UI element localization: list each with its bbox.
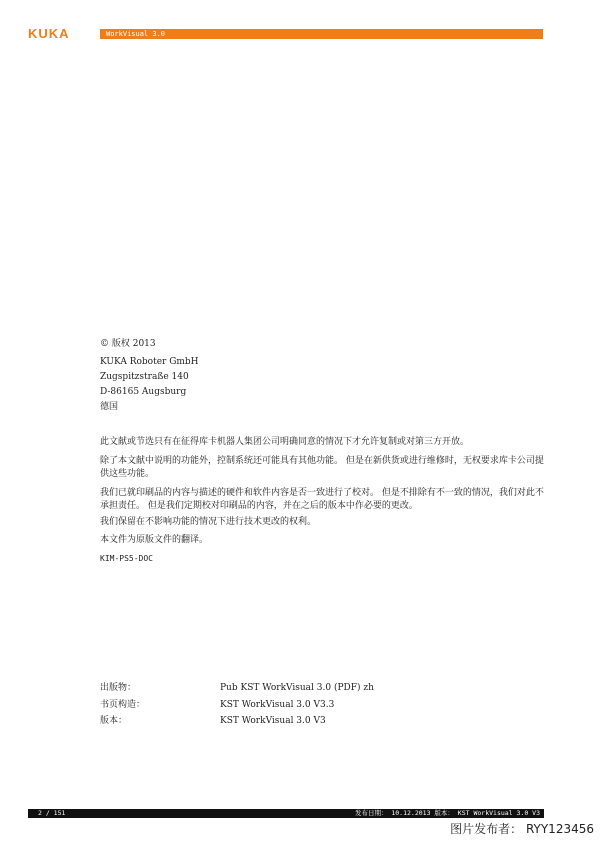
paragraph-translation: 本文件为原版文件的翻译。 — [100, 535, 209, 545]
paragraph-functions: 除了本文献中说明的功能外，控制系统还可能具有其他功能。 但是在新供货或进行维修时，无权要求库卡公司提供这些功能。 — [100, 456, 544, 479]
page-number: 2 / 151 — [38, 809, 66, 817]
header-bar — [100, 29, 543, 39]
meta-structure-label: 书页构造： — [100, 700, 146, 710]
meta-publication-label: 出版物： — [100, 683, 137, 693]
copyright-line — [100, 337, 156, 352]
copyright-text: © 版权 2013 — [100, 339, 156, 349]
document-code: KIM-PS5-DOC — [100, 554, 153, 563]
paragraph-copy-notice: 此文献或节选只有在征得库卡机器人集团公司明确同意的情况下才允许复制或对第三方开放。 — [100, 437, 470, 447]
paragraph-proofread: 我们已就印刷品的内容与描述的硬件和软件内容是否一致进行了校对。 但是不排除有不一致的情况，我们对此不承担责任。 但是我们定期校对印刷品的内容，并在之后的版本中作必要的更改。 — [100, 488, 544, 511]
paragraph-tech-changes: 我们保留在不影响功能的情况下进行技术更改的权利。 — [100, 517, 317, 527]
address-line-country: 德国 — [100, 402, 119, 412]
header-title: WorkVisual 3.0 — [106, 30, 166, 38]
watermark: 图片发布者： RYY123456 — [450, 822, 594, 836]
kuka-logo: KUKA — [28, 26, 70, 41]
address-line-company: KUKA Roboter GmbH — [100, 357, 199, 367]
meta-version-label: 版本： — [100, 716, 128, 726]
meta-version-value: KST WorkVisual 3.0 V3 — [220, 716, 326, 726]
meta-publication-value: Pub KST WorkVisual 3.0 (PDF) zh — [220, 683, 374, 693]
address-line-city: D-86165 Augsburg — [100, 387, 187, 397]
address-block — [100, 355, 199, 415]
address-line-street: Zugspitzstraße 140 — [100, 372, 189, 382]
meta-structure-value: KST WorkVisual 3.0 V3.3 — [220, 700, 335, 710]
footer-bar — [28, 809, 544, 818]
footer-info: 发布日期： 10.12.2013 版本： KST WorkVisual 3.0 V3 — [354, 809, 540, 817]
